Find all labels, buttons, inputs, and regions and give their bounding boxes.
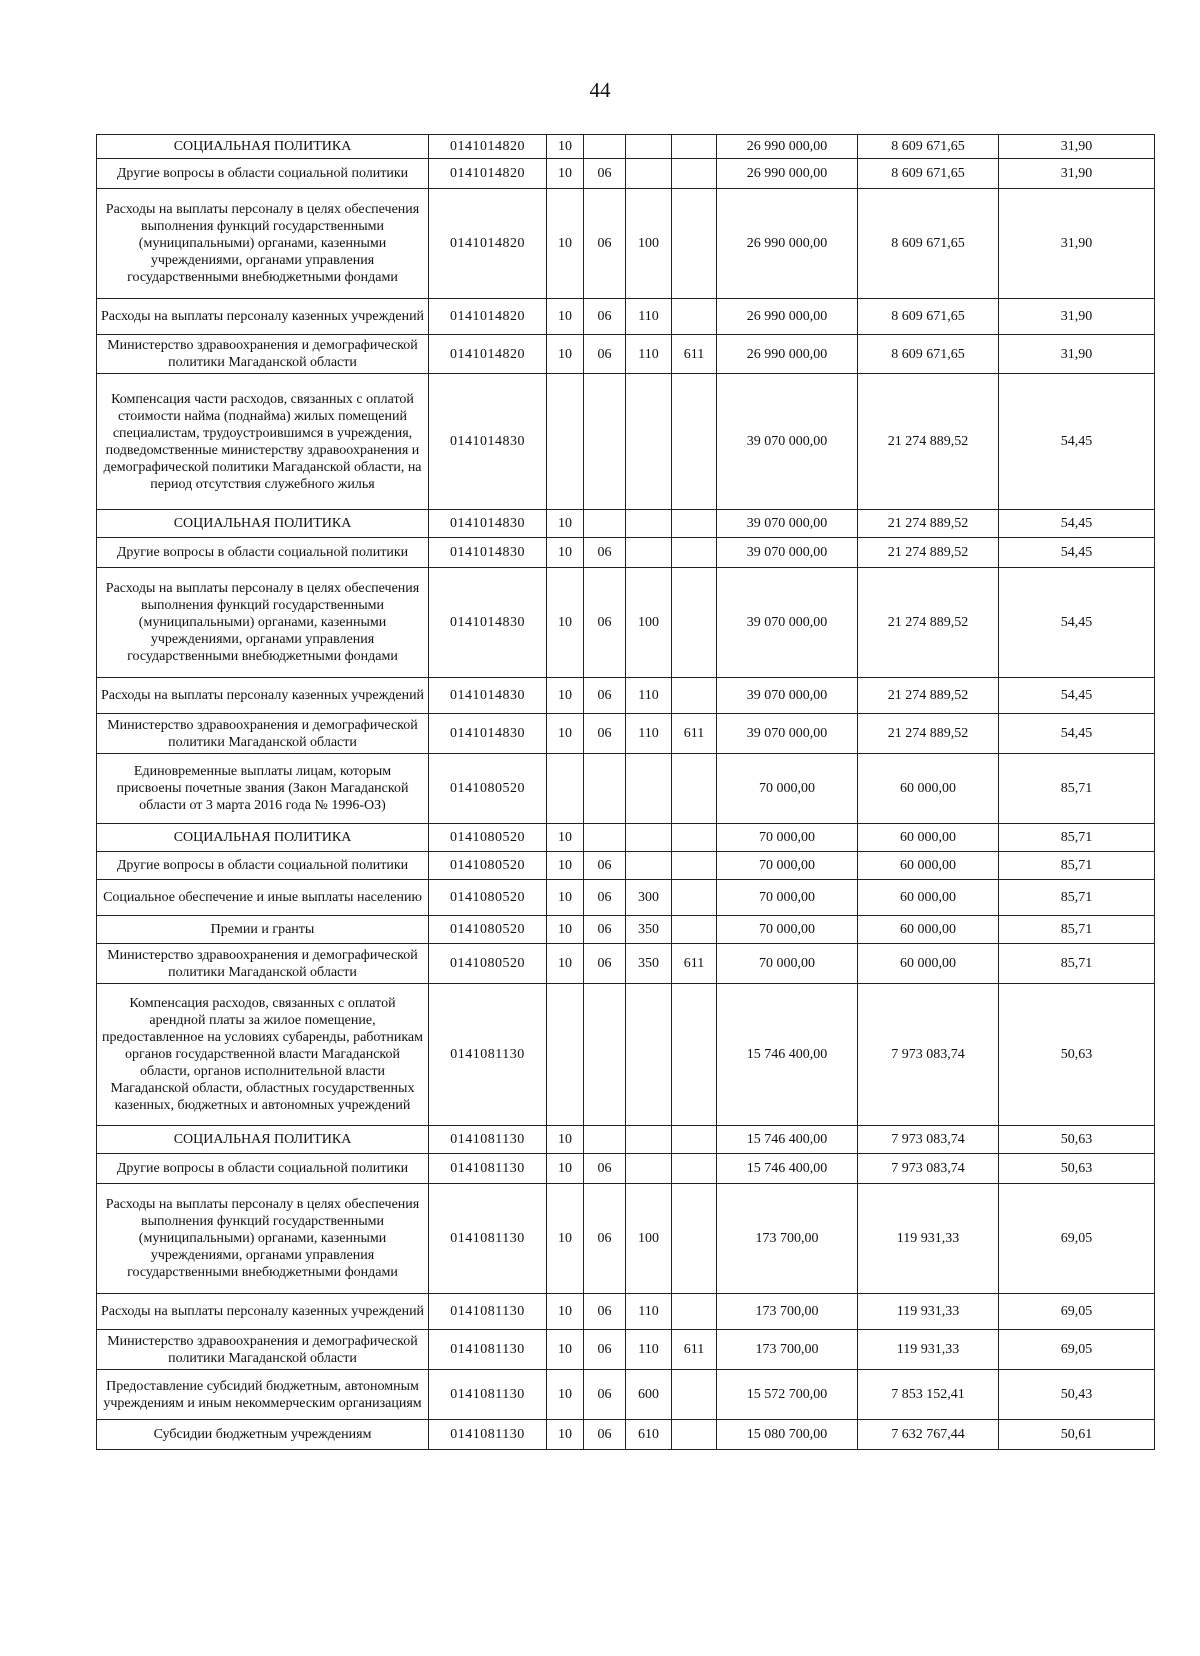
row-subsection: 06 — [584, 1370, 626, 1420]
row-execution-percent: 50,43 — [999, 1370, 1155, 1420]
row-expense-type: 350 — [626, 944, 672, 984]
row-execution-percent: 85,71 — [999, 824, 1155, 852]
row-actual-amount: 7 973 083,74 — [858, 1126, 999, 1154]
row-expense-type: 350 — [626, 916, 672, 944]
table-row — [97, 984, 1155, 1126]
table-row — [97, 852, 1155, 880]
row-target-code: 0141081130 — [429, 1154, 547, 1184]
row-planned-amount: 39 070 000,00 — [717, 568, 858, 678]
table-row — [97, 1330, 1155, 1370]
row-target-code: 0141014830 — [429, 374, 547, 510]
table-row — [97, 1420, 1155, 1450]
row-actual-amount: 119 931,33 — [858, 1294, 999, 1330]
row-execution-percent: 69,05 — [999, 1294, 1155, 1330]
row-execution-percent: 85,71 — [999, 916, 1155, 944]
row-name: Расходы на выплаты персоналу казенных учреждений — [97, 1294, 429, 1330]
row-actual-amount: 60 000,00 — [858, 880, 999, 916]
row-actual-amount: 21 274 889,52 — [858, 374, 999, 510]
row-expense-type — [626, 1154, 672, 1184]
row-execution-percent: 31,90 — [999, 135, 1155, 159]
row-planned-amount: 70 000,00 — [717, 944, 858, 984]
row-planned-amount: 173 700,00 — [717, 1294, 858, 1330]
row-expense-type: 110 — [626, 1294, 672, 1330]
table-row — [97, 510, 1155, 538]
row-target-code: 0141080520 — [429, 754, 547, 824]
row-section: 10 — [547, 714, 584, 754]
row-expense-type — [626, 984, 672, 1126]
row-subsection — [584, 510, 626, 538]
row-target-code: 0141081130 — [429, 1126, 547, 1154]
row-name: Расходы на выплаты персоналу казенных учреждений — [97, 299, 429, 335]
row-planned-amount: 70 000,00 — [717, 824, 858, 852]
table-row — [97, 538, 1155, 568]
row-name: СОЦИАЛЬНАЯ ПОЛИТИКА — [97, 1126, 429, 1154]
row-target-code: 0141081130 — [429, 1420, 547, 1450]
row-target-code: 0141081130 — [429, 1184, 547, 1294]
row-subsection — [584, 754, 626, 824]
table-row — [97, 1370, 1155, 1420]
row-execution-percent: 50,63 — [999, 1154, 1155, 1184]
row-target-code: 0141014830 — [429, 678, 547, 714]
row-name: Министерство здравоохранения и демографической политики Магаданской области — [97, 1330, 429, 1370]
row-actual-amount: 21 274 889,52 — [858, 678, 999, 714]
row-expense-type — [626, 374, 672, 510]
row-subsection: 06 — [584, 1330, 626, 1370]
row-planned-amount: 15 746 400,00 — [717, 1154, 858, 1184]
budget-table — [96, 134, 1155, 1450]
table-row — [97, 678, 1155, 714]
row-target-code: 0141080520 — [429, 880, 547, 916]
row-expense-type: 110 — [626, 1330, 672, 1370]
row-execution-percent: 85,71 — [999, 852, 1155, 880]
table-row — [97, 754, 1155, 824]
row-expense-type: 100 — [626, 568, 672, 678]
row-target-code: 0141080520 — [429, 824, 547, 852]
row-administrator-code: 611 — [672, 714, 717, 754]
row-name: Расходы на выплаты персоналу в целях обеспечения выполнения функций государственными (муниципальными) органами, казенными учреждениями, органами управления государственными внебюджетными фондами — [97, 1184, 429, 1294]
row-planned-amount: 15 080 700,00 — [717, 1420, 858, 1450]
row-subsection — [584, 135, 626, 159]
row-planned-amount: 173 700,00 — [717, 1184, 858, 1294]
row-section: 10 — [547, 538, 584, 568]
row-target-code: 0141014830 — [429, 538, 547, 568]
row-subsection — [584, 824, 626, 852]
row-execution-percent: 54,45 — [999, 714, 1155, 754]
table-row — [97, 374, 1155, 510]
row-planned-amount: 173 700,00 — [717, 1330, 858, 1370]
row-execution-percent: 54,45 — [999, 568, 1155, 678]
row-execution-percent: 50,63 — [999, 1126, 1155, 1154]
row-actual-amount: 60 000,00 — [858, 916, 999, 944]
row-target-code: 0141014830 — [429, 714, 547, 754]
row-execution-percent: 54,45 — [999, 678, 1155, 714]
row-section: 10 — [547, 1184, 584, 1294]
row-execution-percent: 54,45 — [999, 538, 1155, 568]
row-subsection: 06 — [584, 852, 626, 880]
row-planned-amount: 26 990 000,00 — [717, 335, 858, 374]
row-section: 10 — [547, 678, 584, 714]
row-actual-amount: 7 973 083,74 — [858, 984, 999, 1126]
row-section: 10 — [547, 510, 584, 538]
row-name: Расходы на выплаты персоналу в целях обеспечения выполнения функций государственными (муниципальными) органами, казенными учреждениями, органами управления государственными внебюджетными фондами — [97, 189, 429, 299]
row-target-code: 0141081130 — [429, 1330, 547, 1370]
table-row — [97, 880, 1155, 916]
row-administrator-code — [672, 135, 717, 159]
row-execution-percent: 54,45 — [999, 510, 1155, 538]
row-actual-amount: 8 609 671,65 — [858, 335, 999, 374]
row-execution-percent: 85,71 — [999, 754, 1155, 824]
row-actual-amount: 21 274 889,52 — [858, 714, 999, 754]
row-planned-amount: 15 572 700,00 — [717, 1370, 858, 1420]
row-actual-amount: 60 000,00 — [858, 944, 999, 984]
row-section: 10 — [547, 1294, 584, 1330]
row-subsection: 06 — [584, 880, 626, 916]
row-expense-type: 600 — [626, 1370, 672, 1420]
row-target-code: 0141014830 — [429, 510, 547, 538]
row-actual-amount: 60 000,00 — [858, 754, 999, 824]
row-administrator-code — [672, 510, 717, 538]
table-row — [97, 335, 1155, 374]
table-row — [97, 135, 1155, 159]
row-administrator-code: 611 — [672, 944, 717, 984]
row-name: СОЦИАЛЬНАЯ ПОЛИТИКА — [97, 824, 429, 852]
row-actual-amount: 7 973 083,74 — [858, 1154, 999, 1184]
row-expense-type: 100 — [626, 1184, 672, 1294]
row-name: Премии и гранты — [97, 916, 429, 944]
row-target-code: 0141080520 — [429, 852, 547, 880]
row-subsection: 06 — [584, 299, 626, 335]
table-row — [97, 1184, 1155, 1294]
row-execution-percent: 54,45 — [999, 374, 1155, 510]
row-section: 10 — [547, 568, 584, 678]
row-planned-amount: 70 000,00 — [717, 916, 858, 944]
row-name: Другие вопросы в области социальной политики — [97, 159, 429, 189]
row-administrator-code — [672, 568, 717, 678]
table-row — [97, 1154, 1155, 1184]
row-administrator-code: 611 — [672, 1330, 717, 1370]
row-section: 10 — [547, 1154, 584, 1184]
row-administrator-code — [672, 984, 717, 1126]
row-administrator-code — [672, 159, 717, 189]
row-planned-amount: 26 990 000,00 — [717, 135, 858, 159]
row-subsection — [584, 1126, 626, 1154]
row-planned-amount: 39 070 000,00 — [717, 374, 858, 510]
row-planned-amount: 70 000,00 — [717, 880, 858, 916]
row-section: 10 — [547, 189, 584, 299]
row-target-code: 0141081130 — [429, 984, 547, 1126]
table-row — [97, 824, 1155, 852]
row-target-code: 0141014820 — [429, 135, 547, 159]
row-section: 10 — [547, 824, 584, 852]
row-subsection: 06 — [584, 1420, 626, 1450]
row-target-code: 0141014820 — [429, 159, 547, 189]
row-actual-amount: 21 274 889,52 — [858, 538, 999, 568]
row-expense-type: 110 — [626, 678, 672, 714]
row-section: 10 — [547, 335, 584, 374]
row-name: Субсидии бюджетным учреждениям — [97, 1420, 429, 1450]
table-row — [97, 916, 1155, 944]
row-section: 10 — [547, 1420, 584, 1450]
table-row — [97, 159, 1155, 189]
row-expense-type: 610 — [626, 1420, 672, 1450]
row-name: Единовременные выплаты лицам, которым присвоены почетные звания (Закон Магаданской области от 3 марта 2016 года № 1996-ОЗ) — [97, 754, 429, 824]
row-name: Расходы на выплаты персоналу казенных учреждений — [97, 678, 429, 714]
row-administrator-code — [672, 299, 717, 335]
row-administrator-code — [672, 538, 717, 568]
row-execution-percent: 69,05 — [999, 1184, 1155, 1294]
row-actual-amount: 21 274 889,52 — [858, 510, 999, 538]
row-subsection: 06 — [584, 714, 626, 754]
row-section: 10 — [547, 159, 584, 189]
row-execution-percent: 50,63 — [999, 984, 1155, 1126]
row-execution-percent: 31,90 — [999, 299, 1155, 335]
table-row — [97, 299, 1155, 335]
row-target-code: 0141080520 — [429, 916, 547, 944]
row-actual-amount: 8 609 671,65 — [858, 299, 999, 335]
row-name: Министерство здравоохранения и демографической политики Магаданской области — [97, 714, 429, 754]
row-name: Другие вопросы в области социальной политики — [97, 852, 429, 880]
table-row — [97, 944, 1155, 984]
row-actual-amount: 8 609 671,65 — [858, 159, 999, 189]
row-planned-amount: 26 990 000,00 — [717, 189, 858, 299]
row-subsection — [584, 984, 626, 1126]
row-section: 10 — [547, 916, 584, 944]
row-section: 10 — [547, 299, 584, 335]
row-section: 10 — [547, 1330, 584, 1370]
row-expense-type: 100 — [626, 189, 672, 299]
row-planned-amount: 26 990 000,00 — [717, 299, 858, 335]
row-planned-amount: 15 746 400,00 — [717, 1126, 858, 1154]
row-section — [547, 984, 584, 1126]
table-row — [97, 1294, 1155, 1330]
row-target-code: 0141081130 — [429, 1370, 547, 1420]
row-administrator-code — [672, 1126, 717, 1154]
row-name: Расходы на выплаты персоналу в целях обеспечения выполнения функций государственными (муниципальными) органами, казенными учреждениями, органами управления государственными внебюджетными фондами — [97, 568, 429, 678]
table-row — [97, 1126, 1155, 1154]
row-target-code: 0141014820 — [429, 299, 547, 335]
row-target-code: 0141014820 — [429, 335, 547, 374]
table-row — [97, 189, 1155, 299]
row-expense-type — [626, 754, 672, 824]
row-execution-percent: 31,90 — [999, 335, 1155, 374]
row-subsection: 06 — [584, 1294, 626, 1330]
row-actual-amount: 119 931,33 — [858, 1330, 999, 1370]
row-actual-amount: 8 609 671,65 — [858, 135, 999, 159]
row-actual-amount: 60 000,00 — [858, 852, 999, 880]
row-administrator-code: 611 — [672, 335, 717, 374]
row-administrator-code — [672, 880, 717, 916]
row-subsection: 06 — [584, 538, 626, 568]
row-execution-percent: 31,90 — [999, 189, 1155, 299]
row-target-code: 0141014830 — [429, 568, 547, 678]
row-planned-amount: 15 746 400,00 — [717, 984, 858, 1126]
table-body — [97, 135, 1155, 1450]
row-execution-percent: 85,71 — [999, 880, 1155, 916]
row-subsection: 06 — [584, 678, 626, 714]
row-subsection: 06 — [584, 1154, 626, 1184]
row-subsection: 06 — [584, 335, 626, 374]
row-section: 10 — [547, 944, 584, 984]
row-section: 10 — [547, 1370, 584, 1420]
row-administrator-code — [672, 678, 717, 714]
row-subsection: 06 — [584, 159, 626, 189]
row-execution-percent: 50,61 — [999, 1420, 1155, 1450]
row-section: 10 — [547, 880, 584, 916]
row-section — [547, 374, 584, 510]
row-administrator-code — [672, 374, 717, 510]
row-name: СОЦИАЛЬНАЯ ПОЛИТИКА — [97, 510, 429, 538]
row-administrator-code — [672, 916, 717, 944]
row-name: Другие вопросы в области социальной политики — [97, 1154, 429, 1184]
row-name: Министерство здравоохранения и демографической политики Магаданской области — [97, 335, 429, 374]
row-expense-type — [626, 852, 672, 880]
row-section: 10 — [547, 135, 584, 159]
row-actual-amount: 8 609 671,65 — [858, 189, 999, 299]
row-section — [547, 754, 584, 824]
row-planned-amount: 39 070 000,00 — [717, 510, 858, 538]
row-planned-amount: 70 000,00 — [717, 852, 858, 880]
row-name: Социальное обеспечение и иные выплаты населению — [97, 880, 429, 916]
row-expense-type — [626, 1126, 672, 1154]
row-expense-type — [626, 159, 672, 189]
row-actual-amount: 7 632 767,44 — [858, 1420, 999, 1450]
row-planned-amount: 26 990 000,00 — [717, 159, 858, 189]
row-name: Министерство здравоохранения и демографической политики Магаданской области — [97, 944, 429, 984]
row-planned-amount: 39 070 000,00 — [717, 678, 858, 714]
row-administrator-code — [672, 1154, 717, 1184]
row-planned-amount: 70 000,00 — [717, 754, 858, 824]
page-number: 44 — [589, 78, 611, 102]
row-name: Компенсация расходов, связанных с оплатой арендной платы за жилое помещение, предоставленное на условиях субаренды, работникам органов государственной власти Магаданской области, органов исполнительной власти Магаданской области, областных государственных казенных, бюджетных и автономных учреждений — [97, 984, 429, 1126]
row-expense-type — [626, 824, 672, 852]
row-name: Другие вопросы в области социальной политики — [97, 538, 429, 568]
row-actual-amount: 7 853 152,41 — [858, 1370, 999, 1420]
row-name: Предоставление субсидий бюджетным, автономным учреждениям и иным некоммерческим организациям — [97, 1370, 429, 1420]
row-administrator-code — [672, 1420, 717, 1450]
row-subsection — [584, 374, 626, 510]
row-expense-type: 110 — [626, 714, 672, 754]
row-target-code: 0141081130 — [429, 1294, 547, 1330]
row-execution-percent: 31,90 — [999, 159, 1155, 189]
row-administrator-code — [672, 1184, 717, 1294]
row-expense-type: 300 — [626, 880, 672, 916]
row-subsection: 06 — [584, 916, 626, 944]
row-administrator-code — [672, 824, 717, 852]
row-name: Компенсация части расходов, связанных с оплатой стоимости найма (поднайма) жилых помещений специалистам, трудоустроившимся в учреждения, подведомственные министерству здравоохранения и демографической политики Магаданской области, на период отсутствия служебного жилья — [97, 374, 429, 510]
row-planned-amount: 39 070 000,00 — [717, 538, 858, 568]
row-subsection: 06 — [584, 189, 626, 299]
row-expense-type — [626, 538, 672, 568]
table-row — [97, 568, 1155, 678]
row-subsection: 06 — [584, 568, 626, 678]
row-planned-amount: 39 070 000,00 — [717, 714, 858, 754]
row-execution-percent: 69,05 — [999, 1330, 1155, 1370]
row-expense-type — [626, 510, 672, 538]
row-name: СОЦИАЛЬНАЯ ПОЛИТИКА — [97, 135, 429, 159]
row-section: 10 — [547, 852, 584, 880]
row-administrator-code — [672, 1370, 717, 1420]
row-actual-amount: 119 931,33 — [858, 1184, 999, 1294]
row-administrator-code — [672, 1294, 717, 1330]
row-section: 10 — [547, 1126, 584, 1154]
row-expense-type: 110 — [626, 335, 672, 374]
row-expense-type: 110 — [626, 299, 672, 335]
table-row — [97, 714, 1155, 754]
row-target-code: 0141080520 — [429, 944, 547, 984]
row-subsection: 06 — [584, 944, 626, 984]
row-administrator-code — [672, 189, 717, 299]
row-expense-type — [626, 135, 672, 159]
row-administrator-code — [672, 754, 717, 824]
row-actual-amount: 21 274 889,52 — [858, 568, 999, 678]
row-execution-percent: 85,71 — [999, 944, 1155, 984]
row-actual-amount: 60 000,00 — [858, 824, 999, 852]
row-administrator-code — [672, 852, 717, 880]
row-target-code: 0141014820 — [429, 189, 547, 299]
row-subsection: 06 — [584, 1184, 626, 1294]
